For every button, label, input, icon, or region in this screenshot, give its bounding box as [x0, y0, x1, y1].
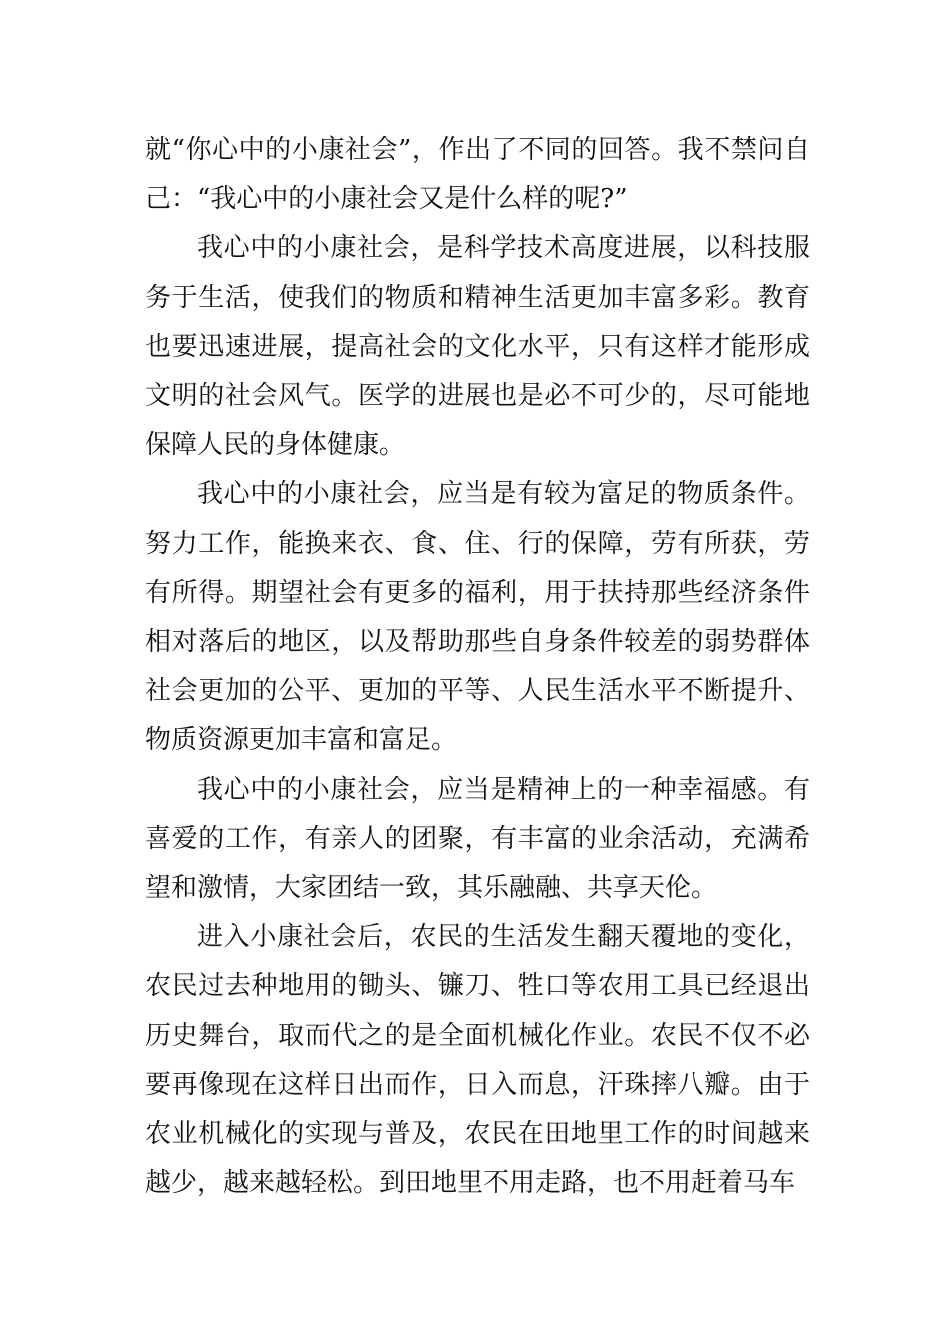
paragraph-farmers: 进入小康社会后，农民的生活发生翻天覆地的变化，农民过去种地用的锄头、镰刀、牲口等农用工具已经退出历史舞台，取而代之的是全面机械化作业。农民不仅不必要再像现在这样日出而作，日入而息，汗珠摔八瓣。由于农业机械化的实现与普及，农民在田地里工作的时间越来越少，越来越轻松。到田地里不用走路，也不用赶着马车: [145, 922, 810, 1199]
paragraph-spiritual: 我心中的小康社会，应当是精神上的一种幸福感。有喜爱的工作，有亲人的团聚，有丰富的业余活动，充满希望和激情，大家团结一致，其乐融融、共享天伦。: [145, 774, 810, 904]
paragraph-material: 我心中的小康社会，应当是有较为富足的物质条件。努力工作，能换来衣、食、住、行的保障，劳有所获，劳有所得。期望社会有更多的福利，用于扶持那些经济条件相对落后的地区，以及帮助那些自身条件较差的弱势群体社会更加的公平、更加的平等、人民生活水平不断提升、物质资源更加丰富和富足。: [145, 479, 810, 756]
paragraph-continuation: 就“你心中的小康社会”，作出了不同的回答。我不禁问自己：“我心中的小康社会又是什么样的呢?”: [145, 135, 810, 215]
document-body: [145, 126, 810, 1208]
paragraph-technology: 我心中的小康社会，是科学技术高度进展，以科技服务于生活，使我们的物质和精神生活更加丰富多彩。教育也要迅速进展，提高社会的文化水平，只有这样才能形成文明的社会风气。医学的进展也是必不可少的，尽可能地保障人民的身体健康。: [145, 233, 810, 461]
